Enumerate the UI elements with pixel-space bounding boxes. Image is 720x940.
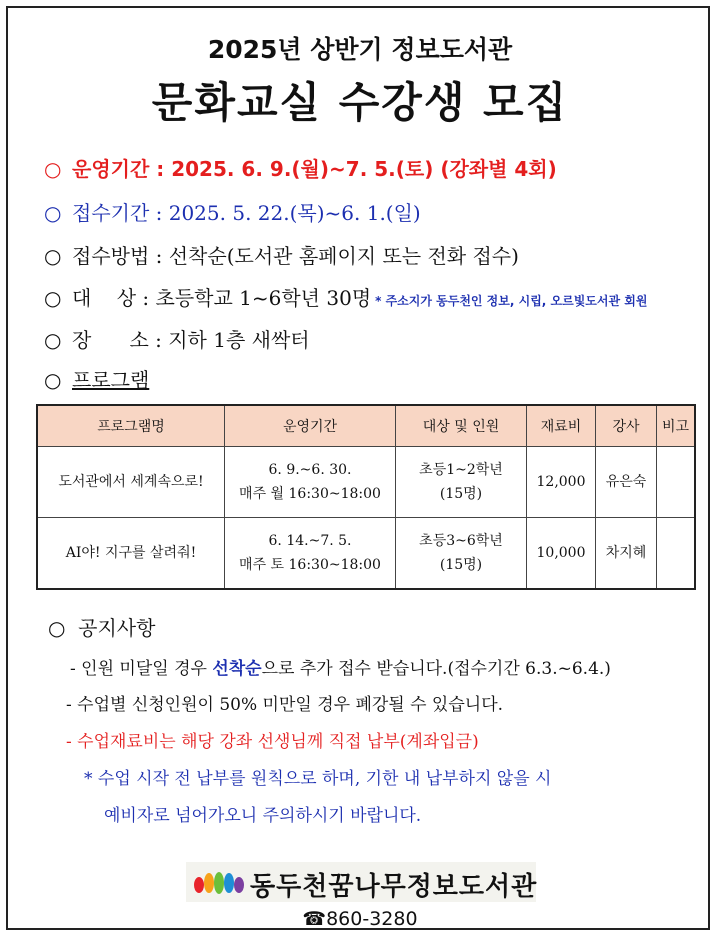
library-name: 동두천꿈나무정보도서관 xyxy=(250,872,538,902)
table-header: 운영기간 xyxy=(225,405,396,447)
notice-line-3: - 수업재료비는 해당 강좌 선생님께 직접 납부(계좌입금) xyxy=(66,732,479,752)
circle-bullet-icon: ○ xyxy=(44,201,62,225)
circle-bullet-icon: ○ xyxy=(44,157,62,181)
info-period xyxy=(44,153,557,182)
info-program-text: 프로그램 xyxy=(72,368,150,392)
info-target-text: 대 상 : 초등학교 1~6학년 30명 xyxy=(72,286,372,310)
program-name: 도서관에서 세계속으로! xyxy=(37,447,225,518)
table-header: 강사 xyxy=(596,405,657,447)
info-place xyxy=(44,324,310,353)
circle-bullet-icon: ○ xyxy=(44,286,62,310)
program-table xyxy=(36,404,696,590)
program-target: 초등1~2학년 (15명) xyxy=(396,447,527,518)
table-header: 비고 xyxy=(657,405,696,447)
table-header: 재료비 xyxy=(527,405,596,447)
info-method-text: 접수방법 : 선착순(도서관 홈페이지 또는 전화 접수) xyxy=(72,244,519,268)
program-target: 초등3~6학년 (15명) xyxy=(396,518,527,590)
circle-bullet-icon: ○ xyxy=(44,328,62,352)
info-period-text: 운영기간 : 2025. 6. 9.(월)~7. 5.(토) (강좌별 4회) xyxy=(72,157,557,181)
program-teacher: 유은숙 xyxy=(596,447,657,518)
program-teacher: 차지혜 xyxy=(596,518,657,590)
page-title: 문화교실 수강생 모집 xyxy=(151,78,569,127)
table-header-row xyxy=(37,405,695,447)
page-subtitle: 2025년 상반기 정보도서관 xyxy=(207,35,513,64)
notice-line-2: - 수업별 신청인원이 50% 미만일 경우 폐강될 수 있습니다. xyxy=(66,695,504,715)
info-target xyxy=(44,282,647,311)
info-reception-period-text: 접수기간 : 2025. 5. 22.(목)~6. 1.(일) xyxy=(72,201,421,225)
notice-line-1: - 인원 미달일 경우 선착순으로 추가 접수 받습니다.(접수기간 6.3.~6.4.) xyxy=(70,659,611,679)
target-note: * 주소지가 동두천인 정보, 시립, 오르빛도서관 회원 xyxy=(375,294,648,308)
phone-number: ☎860-3280 xyxy=(302,908,418,930)
program-period: 6. 9.~6. 30. 매주 월 16:30~18:00 xyxy=(225,447,396,518)
program-name: AI야! 지구를 살려줘! xyxy=(37,518,225,590)
program-note xyxy=(657,518,696,590)
library-logo xyxy=(186,862,536,902)
program-period: 6. 14.~7. 5. 매주 토 16:30~18:00 xyxy=(225,518,396,590)
notice-heading: ○ 공지사항 xyxy=(48,616,156,640)
info-place-text: 장 소 : 지하 1층 새싹터 xyxy=(72,328,310,352)
table-row xyxy=(37,518,695,590)
circle-bullet-icon: ○ xyxy=(44,368,62,392)
notice-line-4: * 수업 시작 전 납부를 원칙으로 하며, 기한 내 납부하지 않을 시 xyxy=(84,769,552,789)
circle-bullet-icon: ○ xyxy=(44,244,62,268)
program-fee: 10,000 xyxy=(527,518,596,590)
program-note xyxy=(657,447,696,518)
info-program xyxy=(44,364,149,393)
table-header: 대상 및 인원 xyxy=(396,405,527,447)
program-fee: 12,000 xyxy=(527,447,596,518)
notice-line-5: 예비자로 넘어가오니 주의하시기 바랍니다. xyxy=(104,806,422,826)
logo-dots-icon xyxy=(192,868,248,898)
highlight-first-come: 선착순 xyxy=(212,659,262,679)
info-method xyxy=(44,240,519,269)
table-row xyxy=(37,447,695,518)
table-header: 프로그램명 xyxy=(37,405,225,447)
info-reception-period xyxy=(44,197,421,226)
